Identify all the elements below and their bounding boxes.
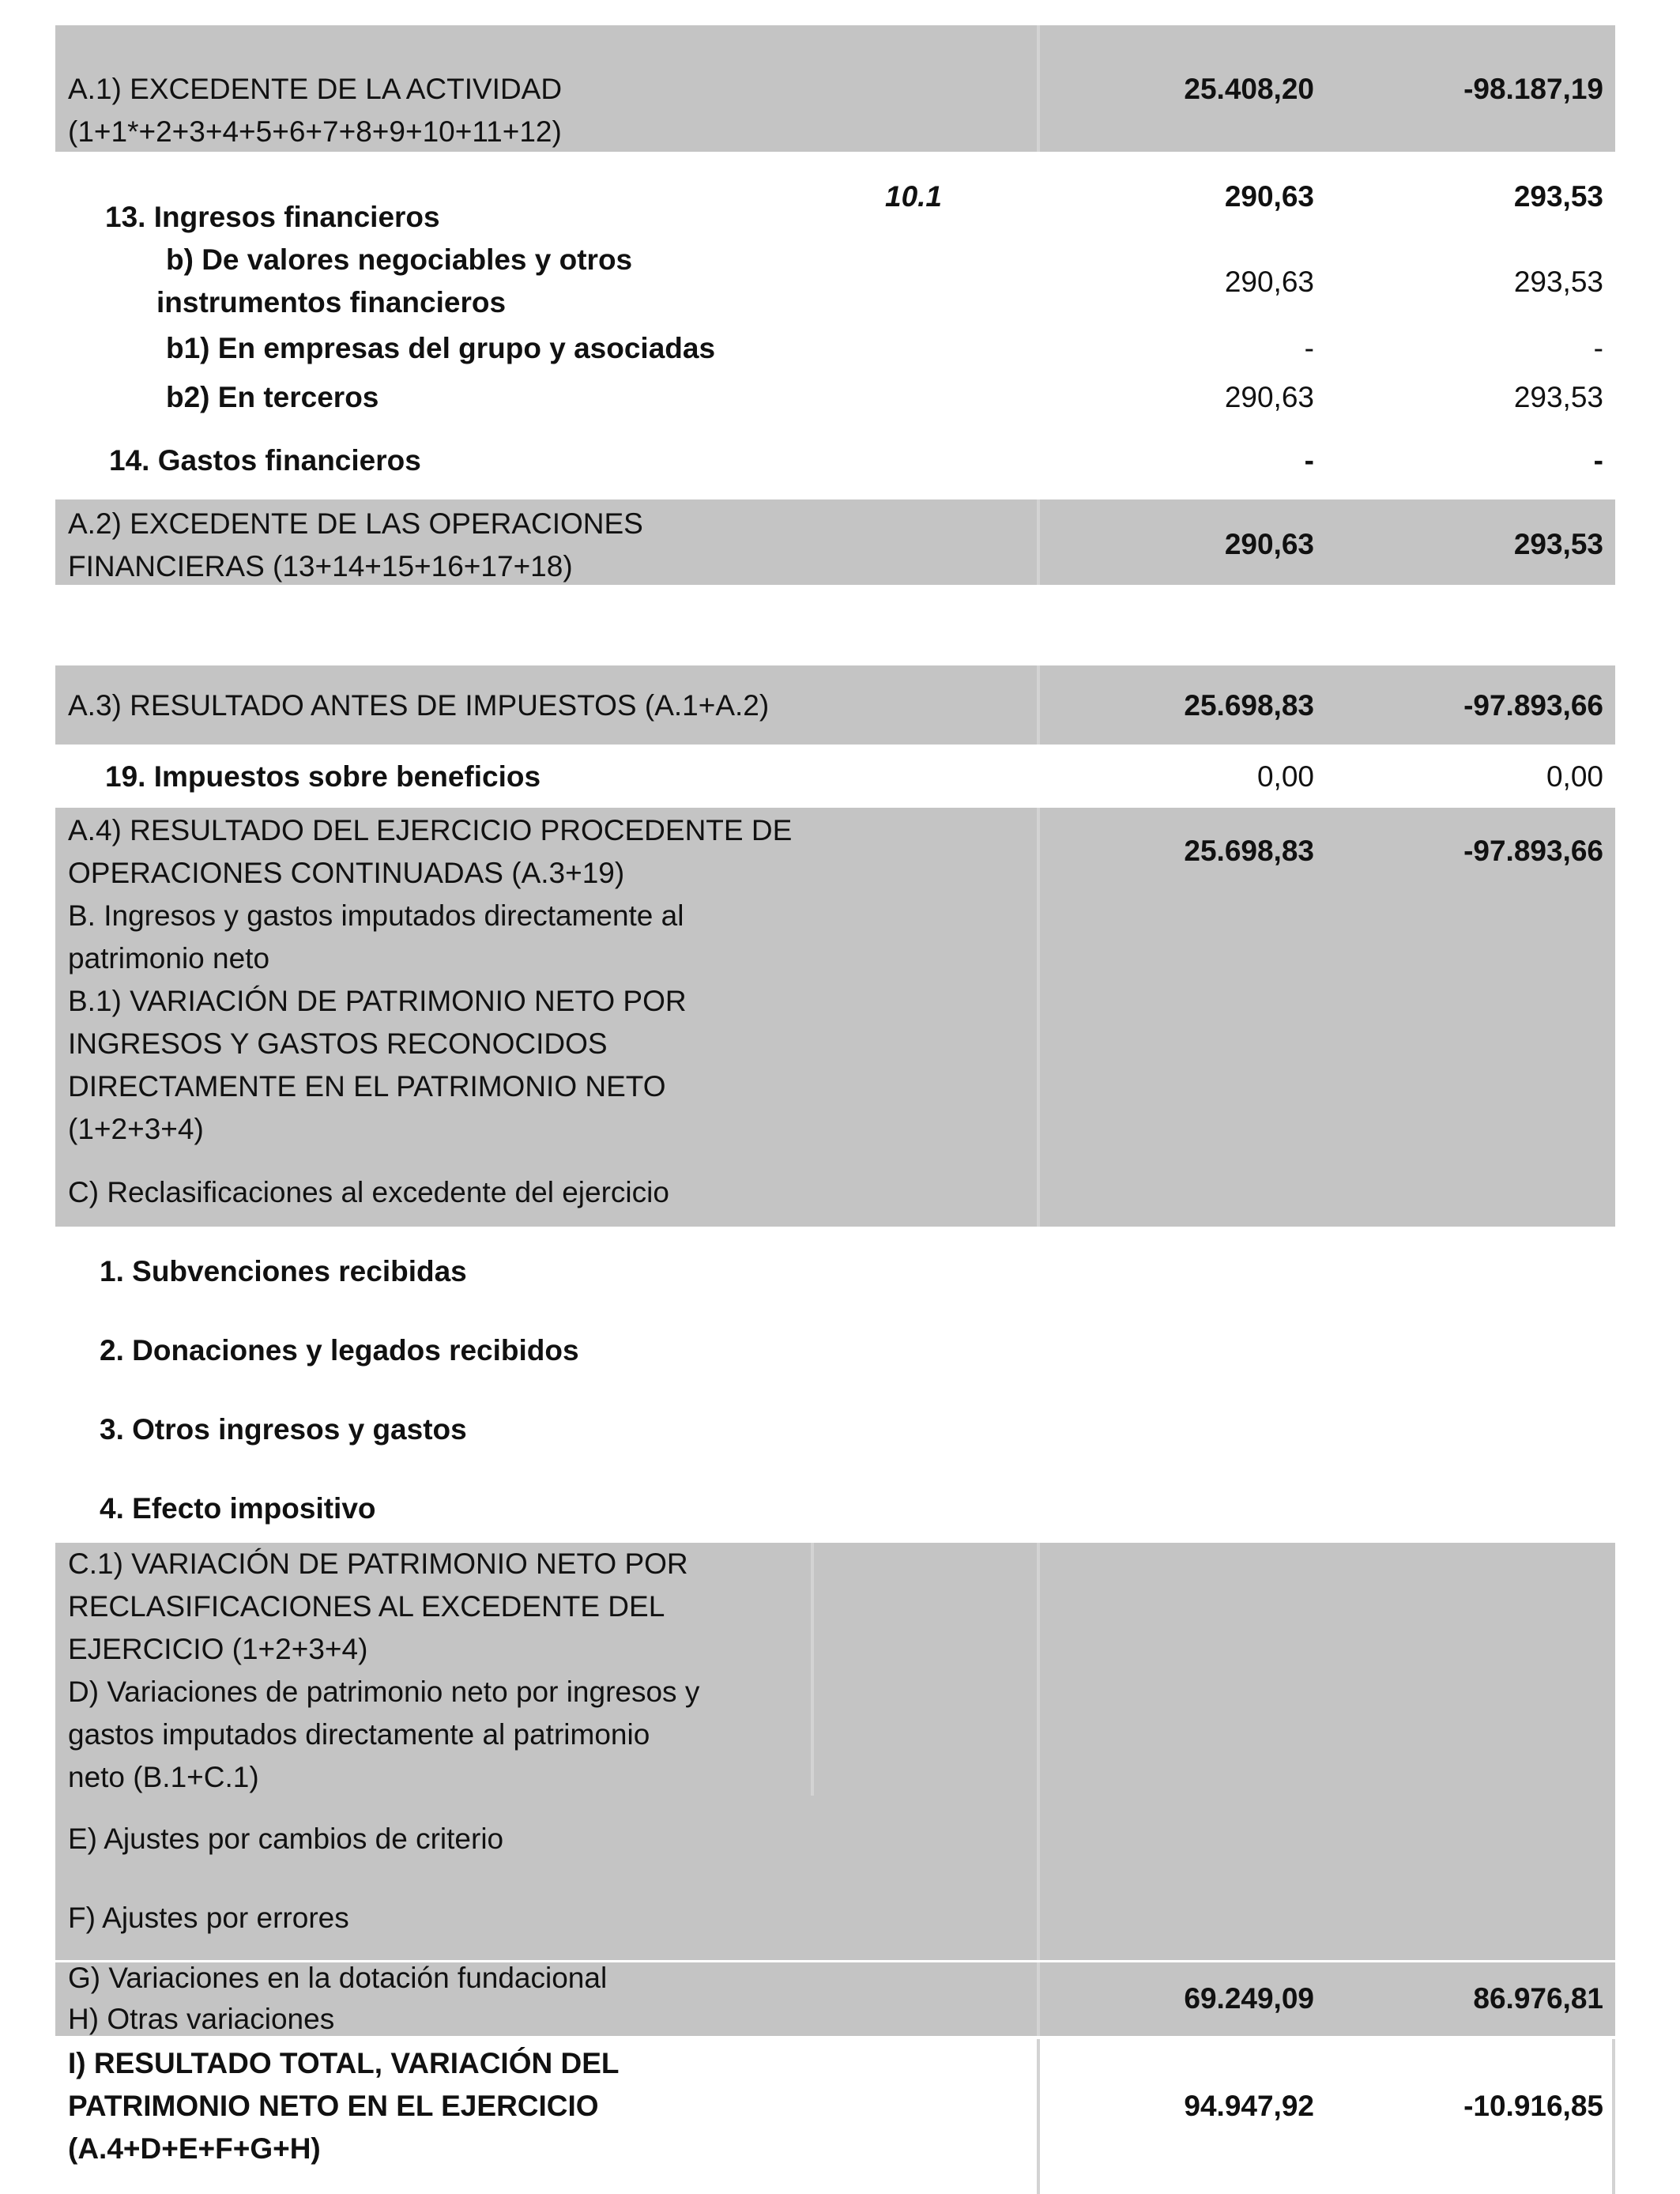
row-a1-value-current: 25.408,20 xyxy=(1184,73,1314,105)
row-c-item-3-label: 3. Otros ingresos y gastos xyxy=(100,1413,467,1446)
row-13-value-previous: 293,53 xyxy=(1513,180,1603,213)
col-separator xyxy=(1037,2039,1040,2194)
row-13b-value-previous: 293,53 xyxy=(1513,266,1603,298)
row-b-label-1: B. Ingresos y gastos imputados directamente al xyxy=(68,899,684,932)
row-19-value-current: 0,00 xyxy=(1256,760,1314,793)
row-a4-value-previous: -97.893,66 xyxy=(1463,835,1603,867)
col-separator xyxy=(1037,665,1040,745)
row-i-value-previous: -10.916,85 xyxy=(1463,2090,1603,2122)
row-d-label-2: gastos imputados directamente al patrimonio xyxy=(68,1718,650,1751)
row-h-label: H) Otras variaciones xyxy=(68,2003,335,2035)
col-separator xyxy=(1037,808,1040,1227)
row-13-note: 10.1 xyxy=(885,180,943,213)
row-c-item-2-label: 2. Donaciones y legados recibidos xyxy=(100,1334,579,1367)
row-c1-label-2: RECLASIFICACIONES AL EXCEDENTE DEL xyxy=(68,1590,665,1623)
row-g-label: G) Variaciones en la dotación fundacional xyxy=(68,1962,608,1994)
row-i-value-current: 94.947,92 xyxy=(1184,2090,1314,2122)
col-separator xyxy=(811,1543,814,1796)
row-13b1-value-current: - xyxy=(1304,332,1314,364)
row-a3-value-current: 25.698,83 xyxy=(1184,689,1314,722)
row-14-value-current: - xyxy=(1304,444,1314,477)
row-19-label: 19. Impuestos sobre beneficios xyxy=(105,760,541,793)
row-13b2-label: b2) En terceros xyxy=(166,381,379,413)
row-a2-value-previous: 293,53 xyxy=(1513,528,1603,560)
row-b1-label-1: B.1) VARIACIÓN DE PATRIMONIO NETO POR xyxy=(68,985,687,1017)
row-h-value-previous: 86.976,81 xyxy=(1473,1982,1603,2015)
row-a1-value-previous: -98.187,19 xyxy=(1463,73,1603,105)
row-a1-label-2: (1+1*+2+3+4+5+6+7+8+9+10+11+12) xyxy=(68,115,562,148)
col-separator xyxy=(1612,2039,1615,2194)
row-13b1-value-previous: - xyxy=(1593,332,1603,364)
row-b1-label-3: DIRECTAMENTE EN EL PATRIMONIO NETO xyxy=(68,1070,666,1103)
col-separator xyxy=(1037,499,1040,585)
row-c-label: C) Reclasificaciones al excedente del ejercicio xyxy=(68,1176,669,1208)
col-separator xyxy=(1037,25,1040,152)
row-13b-label-1: b) De valores negociables y otros xyxy=(166,243,633,276)
row-i-label-2: PATRIMONIO NETO EN EL EJERCICIO xyxy=(68,2090,599,2122)
row-13-value-current: 290,63 xyxy=(1224,180,1314,213)
row-13b2-value-previous: 293,53 xyxy=(1513,381,1603,413)
row-d-label-3: neto (B.1+C.1) xyxy=(68,1761,259,1793)
row-a3-value-previous: -97.893,66 xyxy=(1463,689,1603,722)
row-13b2-value-current: 290,63 xyxy=(1224,381,1314,413)
row-14-label: 14. Gastos financieros xyxy=(109,444,421,477)
row-a2-label-2: FINANCIERAS (13+14+15+16+17+18) xyxy=(68,550,573,582)
row-a2-value-current: 290,63 xyxy=(1224,528,1314,560)
row-i-label-1: I) RESULTADO TOTAL, VARIACIÓN DEL xyxy=(68,2047,620,2079)
row-i-label-3: (A.4+D+E+F+G+H) xyxy=(68,2132,321,2165)
col-separator xyxy=(1037,1543,1040,2038)
row-f-label: F) Ajustes por errores xyxy=(68,1902,349,1934)
row-c-item-1-label: 1. Subvenciones recibidas xyxy=(100,1255,467,1287)
row-13-label: 13. Ingresos financieros xyxy=(105,201,440,233)
row-13b-value-current: 290,63 xyxy=(1224,266,1314,298)
row-h-value-current: 69.249,09 xyxy=(1184,1982,1314,2015)
row-b1-label-4: (1+2+3+4) xyxy=(68,1113,204,1145)
row-a4-value-current: 25.698,83 xyxy=(1184,835,1314,867)
row-b1-label-2: INGRESOS Y GASTOS RECONOCIDOS xyxy=(68,1027,608,1060)
row-a4-label-2: OPERACIONES CONTINUADAS (A.3+19) xyxy=(68,857,625,889)
row-a1-label-1: A.1) EXCEDENTE DE LA ACTIVIDAD xyxy=(68,73,563,105)
row-13b-label-2: instrumentos financieros xyxy=(156,286,507,319)
row-13b1-label: b1) En empresas del grupo y asociadas xyxy=(166,332,716,364)
row-14-value-previous: - xyxy=(1593,444,1603,477)
row-d-label-1: D) Variaciones de patrimonio neto por ingresos y xyxy=(68,1676,700,1708)
row-b-label-2: patrimonio neto xyxy=(68,942,270,974)
row-c1-label-1: C.1) VARIACIÓN DE PATRIMONIO NETO POR xyxy=(68,1547,688,1580)
row-a4-label-1: A.4) RESULTADO DEL EJERCICIO PROCEDENTE DE xyxy=(68,814,793,846)
row-c1-label-3: EJERCICIO (1+2+3+4) xyxy=(68,1633,368,1665)
row-c-item-4-label: 4. Efecto impositivo xyxy=(100,1492,376,1525)
row-a2-label-1: A.2) EXCEDENTE DE LAS OPERACIONES xyxy=(68,507,643,540)
row-a3-label: A.3) RESULTADO ANTES DE IMPUESTOS (A.1+A.2) xyxy=(68,689,770,722)
row-19-value-previous: 0,00 xyxy=(1546,760,1603,793)
row-e-label: E) Ajustes por cambios de criterio xyxy=(68,1823,504,1855)
